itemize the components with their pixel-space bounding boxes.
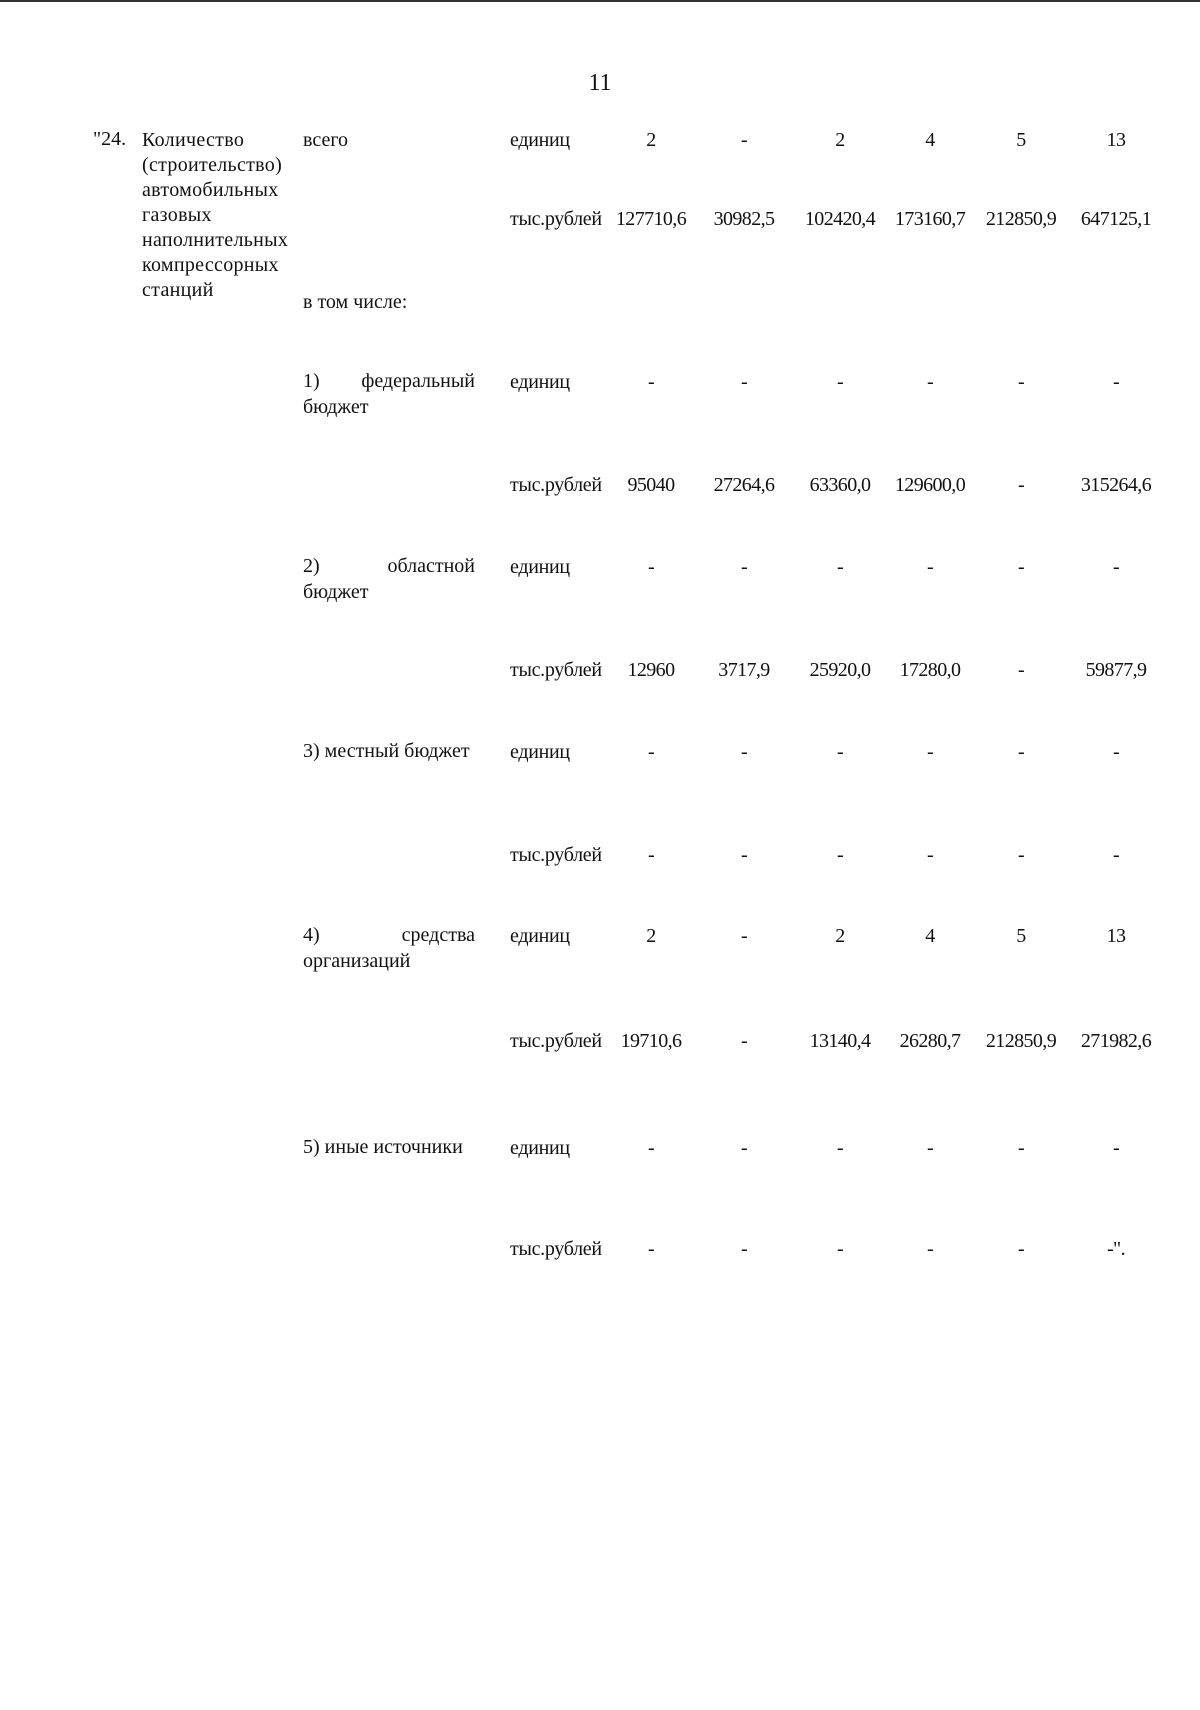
money-cell: - [1017, 844, 1025, 866]
money-cell: 212850,9 [985, 1030, 1057, 1052]
money-cell: 27264,6 [713, 474, 775, 496]
unit-count-label: единиц [510, 925, 570, 947]
count-cell: - [836, 1137, 844, 1159]
money-cell: - [836, 1238, 844, 1260]
count-cell: 2 [646, 925, 656, 947]
count-cell: 5 [1016, 129, 1026, 151]
page-top-border [0, 0, 1200, 2]
money-cell: 25920,0 [809, 659, 871, 681]
money-cell: - [836, 844, 844, 866]
count-cell: - [1017, 556, 1025, 578]
count-cell: 4 [925, 129, 935, 151]
money-cell: 315264,6 [1080, 474, 1152, 496]
count-cell: - [1112, 741, 1120, 763]
unit-count-label: единиц [510, 129, 570, 151]
money-cell: 63360,0 [809, 474, 871, 496]
item-title: Количество (строительство) автомобильных газовых наполнительных компрессорных станций [142, 129, 289, 301]
count-cell: - [1112, 371, 1120, 393]
count-cell: - [740, 556, 748, 578]
money-cell: - [1017, 474, 1025, 496]
count-cell: - [647, 556, 655, 578]
count-cell: - [1112, 1137, 1120, 1159]
count-cell: - [647, 371, 655, 393]
unit-count-label: единиц [510, 741, 570, 763]
unit-money-label: тыс.рублей [510, 474, 602, 496]
money-cell: 59877,9 [1085, 659, 1147, 681]
count-cell: - [1017, 741, 1025, 763]
money-cell: - [1017, 1238, 1025, 1260]
row-label: 5) иные источники [303, 1136, 463, 1158]
money-cell: - [740, 844, 748, 866]
count-cell: 2 [646, 129, 656, 151]
money-cell: -". [1106, 1238, 1126, 1260]
money-cell: 19710,6 [620, 1030, 682, 1052]
count-cell: - [647, 741, 655, 763]
count-cell: 4 [925, 925, 935, 947]
money-cell: 271982,6 [1080, 1030, 1152, 1052]
money-cell: - [1112, 844, 1120, 866]
count-cell: - [1017, 371, 1025, 393]
count-cell: - [836, 741, 844, 763]
count-cell: - [740, 741, 748, 763]
money-cell: 102420,4 [804, 208, 876, 230]
money-cell: 95040 [627, 474, 675, 496]
money-cell: - [647, 844, 655, 866]
unit-money-label: тыс.рублей [510, 1030, 602, 1052]
row-label: 1) федеральный бюджет [303, 370, 475, 418]
money-cell: 3717,9 [718, 659, 770, 681]
row-label: 4) средства организаций [303, 924, 475, 972]
total-label: всего [303, 129, 349, 151]
count-cell: - [836, 371, 844, 393]
count-cell: 2 [835, 129, 845, 151]
unit-count-label: единиц [510, 556, 570, 578]
money-cell: - [1017, 659, 1025, 681]
money-cell: 12960 [627, 659, 675, 681]
money-cell: - [647, 1238, 655, 1260]
count-cell: - [926, 371, 934, 393]
count-cell: - [926, 556, 934, 578]
money-cell: - [926, 844, 934, 866]
count-cell: - [740, 129, 748, 151]
count-cell: - [926, 1137, 934, 1159]
including-label: в том числе: [303, 291, 408, 313]
unit-money-label: тыс.рублей [510, 1238, 602, 1260]
money-cell: 30982,5 [713, 208, 775, 230]
unit-money-label: тыс.рублей [510, 844, 602, 866]
money-cell: - [740, 1238, 748, 1260]
count-cell: - [740, 1137, 748, 1159]
count-cell: - [836, 556, 844, 578]
unit-count-label: единиц [510, 1137, 570, 1159]
count-cell: - [647, 1137, 655, 1159]
row-label: 2) областной бюджет [303, 555, 475, 603]
count-cell: - [1112, 556, 1120, 578]
money-cell: 127710,6 [615, 208, 687, 230]
money-cell: 129600,0 [894, 474, 966, 496]
money-cell: 13140,4 [809, 1030, 871, 1052]
money-cell: 173160,7 [894, 208, 966, 230]
count-cell: 5 [1016, 925, 1026, 947]
count-cell: 2 [835, 925, 845, 947]
money-cell: 212850,9 [985, 208, 1057, 230]
count-cell: - [740, 925, 748, 947]
money-cell: 647125,1 [1080, 208, 1152, 230]
unit-count-label: единиц [510, 371, 570, 393]
item-number: "24. [93, 128, 127, 150]
count-cell: 13 [1106, 129, 1126, 151]
page-number: 11 [588, 70, 612, 96]
money-cell: 26280,7 [899, 1030, 961, 1052]
money-cell: - [926, 1238, 934, 1260]
unit-money-label: тыс.рублей [510, 208, 602, 230]
count-cell: - [1017, 1137, 1025, 1159]
money-cell: 17280,0 [899, 659, 961, 681]
count-cell: 13 [1106, 925, 1126, 947]
row-label: 3) местный бюджет [303, 740, 470, 762]
count-cell: - [740, 371, 748, 393]
count-cell: - [926, 741, 934, 763]
unit-money-label: тыс.рублей [510, 659, 602, 681]
money-cell: - [740, 1030, 748, 1052]
